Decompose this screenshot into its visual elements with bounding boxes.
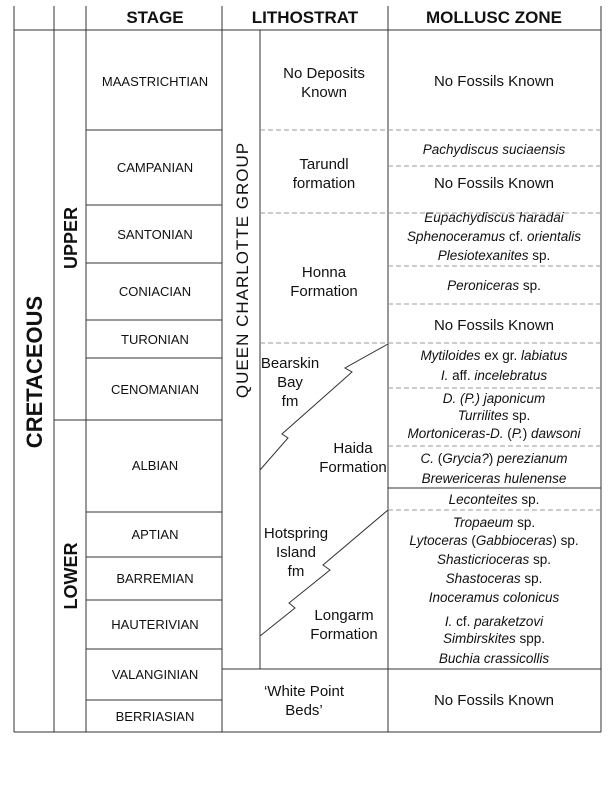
mollusc-plesiotexanites: Plesiotexanites sp. [437, 248, 551, 263]
white-point-line-1: ‘White Point [263, 683, 345, 700]
stage-berriasian: BERRIASIAN [115, 709, 195, 724]
stage-valanginian: VALANGINIAN [111, 667, 199, 682]
mollusc-paraketzovi: I. cf. paraketzovi [444, 614, 544, 629]
mollusc-no-fossils-campanian: No Fossils Known [433, 175, 555, 192]
mollusc-perezianum: C. (Grycia?) perezianum [420, 451, 568, 466]
stage-albian: ALBIAN [131, 458, 179, 473]
stage-cenomanian: CENOMANIAN [110, 382, 200, 397]
mollusc-incelebratus: I. aff. incelebratus [440, 368, 548, 383]
series-lower: LOWER [61, 542, 81, 610]
tarundl-line-2: formation [292, 175, 356, 192]
series-upper: UPPER [61, 206, 81, 270]
mollusc-no-fossils-bottom: No Fossils Known [433, 692, 555, 709]
stage-turonian: TURONIAN [121, 332, 189, 347]
mollusc-simbirskites: Simbirskites spp. [442, 631, 546, 646]
stage-barremian: BARREMIAN [116, 571, 194, 586]
haida-line-1: Haida [333, 440, 373, 457]
mollusc-no-fossils-turonian: No Fossils Known [433, 317, 555, 334]
mollusc-mytiloides: Mytiloides ex gr. labiatus [420, 348, 568, 363]
stage-campanian: CAMPANIAN [116, 160, 194, 175]
header-mollusc-zone: MOLLUSC ZONE [426, 8, 562, 27]
group-label: QUEEN CHARLOTTE GROUP [233, 141, 252, 399]
mollusc-zones [407, 73, 582, 709]
mollusc-brewericeras: Brewericeras hulenense [421, 471, 567, 486]
formations [261, 65, 387, 719]
stage-santonian: SANTONIAN [117, 227, 193, 242]
mollusc-turrilites: Turrilites sp. [457, 408, 531, 423]
no-deposits-line-2: Known [301, 84, 347, 101]
stage-aptian: APTIAN [131, 527, 179, 542]
mollusc-eupachydiscus: Eupachydiscus haradai [424, 210, 564, 225]
bearskin-line-1: Bearskin [260, 355, 320, 372]
bearskin-line-2: Bay [277, 374, 303, 391]
bearskin-line-3: fm [281, 393, 299, 410]
hotspring-line-1: Hotspring [263, 525, 329, 542]
stage-maastrichtian: MAASTRICHTIAN [101, 74, 209, 89]
hotspring-line-2: Island [275, 544, 317, 561]
mollusc-peroniceras: Peroniceras sp. [447, 278, 541, 293]
no-deposits-line-1: No Deposits [283, 65, 365, 82]
mollusc-pachydiscus: Pachydiscus suciaensis [422, 142, 566, 157]
honna-line-2: Formation [290, 283, 358, 300]
mollusc-leconteites: Leconteites sp. [448, 492, 540, 507]
mollusc-lytoceras: Lytoceras (Gabbioceras) sp. [409, 533, 579, 548]
header-lithostrat: LITHOSTRAT [251, 8, 359, 27]
mollusc-tropaeum: Tropaeum sp. [452, 515, 536, 530]
stage-coniacian: CONIACIAN [118, 284, 192, 299]
mollusc-mortoniceras: Mortoniceras-D. (P.) dawsoni [407, 426, 581, 441]
mollusc-shastoceras: Shastoceras sp. [445, 571, 543, 586]
stage-hauterivian: HAUTERIVIAN [111, 617, 199, 632]
hotspring-line-3: fm [287, 563, 305, 580]
mollusc-shasticrioceras: Shasticrioceras sp. [436, 552, 552, 567]
haida-line-2: Formation [319, 459, 387, 476]
mollusc-inoceramus: Inoceramus colonicus [428, 590, 560, 605]
header-stage: STAGE [126, 8, 184, 27]
mollusc-japonicum: D. (P.) japonicum [442, 391, 546, 406]
honna-line-1: Honna [301, 264, 347, 281]
stage-labels [102, 74, 208, 724]
system-label: CRETACEOUS [22, 295, 47, 449]
mollusc-buchia: Buchia crassicollis [438, 651, 550, 666]
mollusc-sphenoceramus: Sphenoceramus cf. orientalis [406, 229, 582, 244]
mollusc-no-fossils-top: No Fossils Known [433, 73, 555, 90]
white-point-line-2: Beds’ [285, 702, 323, 719]
longarm-line-1: Longarm [314, 607, 374, 624]
longarm-line-2: Formation [310, 626, 378, 643]
tarundl-line-1: Tarundl [299, 156, 349, 173]
